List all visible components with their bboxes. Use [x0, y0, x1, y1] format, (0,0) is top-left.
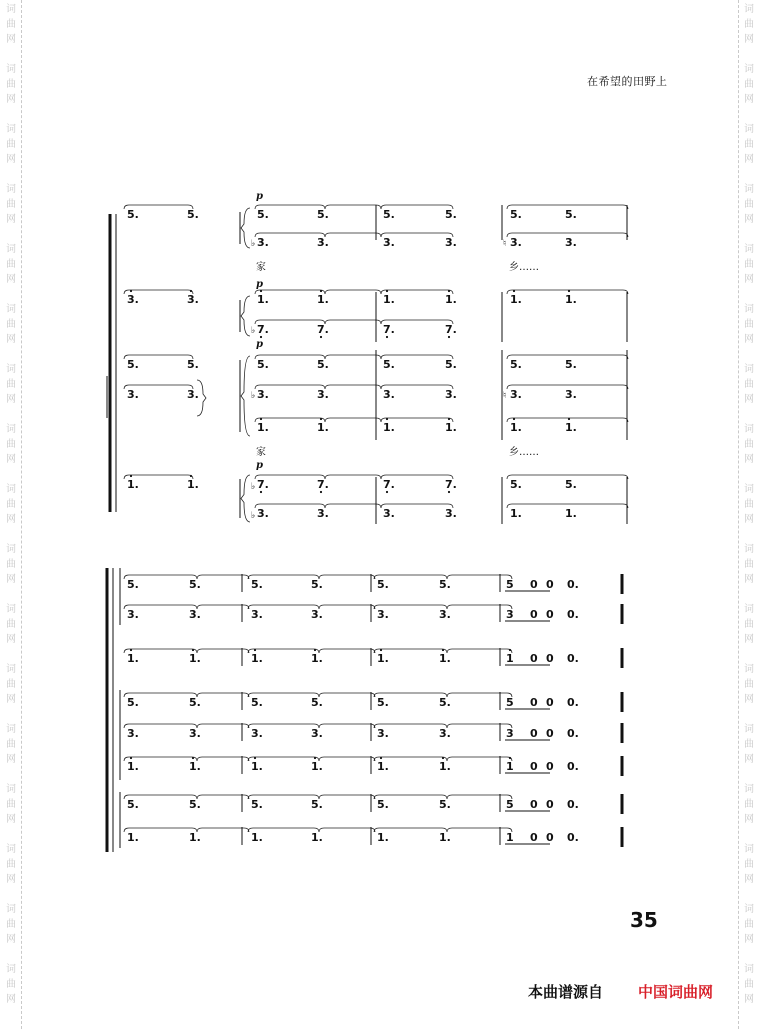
note: 7.	[317, 478, 329, 491]
note: 3.	[445, 236, 457, 249]
staff-brace	[241, 475, 250, 522]
flat-sign: ♭	[251, 239, 256, 249]
note: 1.	[251, 831, 263, 844]
watermark-text: 词 曲 网	[6, 604, 16, 645]
slur	[319, 693, 375, 697]
note: 7.	[257, 478, 269, 491]
note: 3.	[383, 388, 395, 401]
watermark-text: 词 曲 网	[744, 4, 754, 45]
note: 5.	[439, 696, 451, 709]
note: 5.	[311, 696, 323, 709]
note: 0.	[567, 831, 579, 844]
octave-dot-below	[320, 491, 322, 493]
dynamic-marking: p	[256, 279, 263, 290]
lyric-syllable: 家	[256, 262, 266, 273]
note: 0.	[567, 696, 579, 709]
octave-dot-below	[386, 336, 388, 338]
slur	[447, 828, 512, 832]
note: 3	[506, 608, 514, 621]
note: 1.	[439, 831, 451, 844]
note: 0.	[567, 760, 579, 773]
note: 3.	[445, 507, 457, 520]
note: 1.	[311, 831, 323, 844]
slur	[319, 795, 375, 799]
note: 1.	[383, 421, 395, 434]
note: 5.	[510, 208, 522, 221]
slur	[319, 757, 375, 761]
note: 5	[506, 798, 514, 811]
note: 5.	[377, 578, 389, 591]
slur	[319, 605, 375, 609]
note: 1.	[251, 760, 263, 773]
note: 0	[546, 696, 554, 709]
note: 0	[546, 831, 554, 844]
note: 5.	[311, 798, 323, 811]
note: 7.	[445, 478, 457, 491]
flat-sign: ♭	[251, 391, 256, 401]
note: 1.	[565, 421, 577, 434]
note: 1.	[317, 421, 329, 434]
note: 3.	[189, 727, 201, 740]
slur	[197, 795, 249, 799]
note: 3.	[257, 388, 269, 401]
note: 5.	[127, 798, 139, 811]
note: 0.	[567, 798, 579, 811]
note: 0	[530, 831, 538, 844]
slur	[325, 355, 381, 359]
note: 5.	[439, 578, 451, 591]
watermark-text: 词 曲 网	[744, 64, 754, 105]
watermark-text: 词 曲 网	[6, 484, 16, 525]
note: 5	[506, 696, 514, 709]
note: 0.	[567, 652, 579, 665]
note: 3.	[317, 236, 329, 249]
note: 5.	[383, 358, 395, 371]
note: 1.	[377, 760, 389, 773]
note: 1.	[127, 478, 139, 491]
page-number: 35	[630, 908, 658, 932]
octave-dot-below	[448, 491, 450, 493]
note: 3.	[317, 388, 329, 401]
note: 5.	[565, 208, 577, 221]
watermark-text: 词 曲 网	[744, 604, 754, 645]
note: 5.	[311, 578, 323, 591]
slur	[447, 693, 512, 697]
note: 1.	[311, 760, 323, 773]
note: 1.	[383, 293, 395, 306]
note: 5.	[189, 798, 201, 811]
note: 1.	[127, 652, 139, 665]
octave-dot-above	[509, 649, 511, 651]
watermark-text: 词 曲 网	[744, 784, 754, 825]
note: 3.	[187, 388, 199, 401]
note: 0	[530, 608, 538, 621]
note: 3.	[257, 236, 269, 249]
note: 1.	[187, 478, 199, 491]
note: 7.	[317, 323, 329, 336]
note: 0	[546, 760, 554, 773]
note: 3.	[257, 507, 269, 520]
note: 1.	[439, 652, 451, 665]
note: 1.	[377, 652, 389, 665]
watermark-text: 词 曲 网	[744, 364, 754, 405]
note: 7.	[383, 478, 395, 491]
slur	[447, 575, 512, 579]
slur	[325, 205, 381, 209]
slur	[325, 290, 381, 294]
note: 5.	[189, 578, 201, 591]
note: 0.	[567, 608, 579, 621]
note: 3.	[251, 727, 263, 740]
slur	[197, 724, 249, 728]
note: 5.	[251, 578, 263, 591]
watermark-text: 词 曲 网	[6, 784, 16, 825]
note: 0	[530, 696, 538, 709]
note: 3.	[311, 727, 323, 740]
dynamic-marking: p	[256, 460, 263, 471]
note: 1.	[565, 507, 577, 520]
octave-dot-below	[448, 336, 450, 338]
note: 5.	[377, 696, 389, 709]
note: 5.	[445, 358, 457, 371]
watermark-text: 词 曲 网	[6, 364, 16, 405]
note: 1	[506, 760, 514, 773]
octave-dot-above	[509, 757, 511, 759]
note: 1.	[510, 293, 522, 306]
slur	[319, 649, 375, 653]
note: 1.	[257, 293, 269, 306]
watermark-text: 词 曲 网	[6, 64, 16, 105]
staff-brace	[241, 356, 250, 436]
watermark-text: 词 曲 网	[6, 4, 16, 45]
watermark-text: 词 曲 网	[6, 844, 16, 885]
note: 1.	[565, 293, 577, 306]
watermark-text: 词 曲 网	[6, 304, 16, 345]
octave-dot-below	[386, 491, 388, 493]
slur	[325, 504, 381, 508]
note: 0	[546, 798, 554, 811]
flat-sign: ♭	[251, 482, 256, 492]
dynamic-marking: p	[256, 339, 263, 350]
note: 1.	[445, 293, 457, 306]
watermark-text: 词 曲 网	[6, 184, 16, 225]
watermark-text: 词 曲 网	[744, 964, 754, 1005]
note: 3.	[187, 293, 199, 306]
note: 0	[530, 578, 538, 591]
note: 5.	[257, 358, 269, 371]
slur	[447, 757, 512, 761]
octave-dot-below	[320, 336, 322, 338]
lyric-syllable: 乡……	[509, 262, 539, 273]
watermark-text: 词 曲 网	[744, 664, 754, 705]
flat-sign: ♭	[251, 326, 256, 336]
footer-source-label: 本曲谱源自	[528, 983, 604, 1001]
slur	[197, 605, 249, 609]
slur	[325, 320, 381, 324]
note: 0	[546, 652, 554, 665]
note: 5.	[127, 208, 139, 221]
footer-site-name: 中国词曲网	[638, 983, 714, 1001]
slur	[319, 828, 375, 832]
note: 1.	[127, 760, 139, 773]
note: 3.	[127, 388, 139, 401]
watermark-text: 词 曲 网	[6, 904, 16, 945]
note: 1	[506, 652, 514, 665]
note: 3.	[377, 727, 389, 740]
note: 3.	[445, 388, 457, 401]
watermark-text: 词 曲 网	[744, 844, 754, 885]
note: 1.	[127, 831, 139, 844]
slur	[197, 828, 249, 832]
note: 1	[506, 831, 514, 844]
octave-dot-below	[260, 336, 262, 338]
note: 1.	[510, 421, 522, 434]
note: 1.	[445, 421, 457, 434]
lyric-syllable: 家	[256, 447, 266, 458]
note: 7.	[445, 323, 457, 336]
slur	[325, 385, 381, 389]
note: 0.	[567, 727, 579, 740]
note: 5.	[565, 358, 577, 371]
slur	[319, 724, 375, 728]
note: 5.	[127, 696, 139, 709]
watermark-text: 词 曲 网	[6, 964, 16, 1005]
natural-sign: ♮	[503, 239, 507, 249]
note: 1.	[189, 760, 201, 773]
note: 0	[546, 727, 554, 740]
watermark-text: 词 曲 网	[744, 244, 754, 285]
note: 3.	[251, 608, 263, 621]
watermark-text: 词 曲 网	[6, 124, 16, 165]
note: 0	[530, 652, 538, 665]
note: 3.	[189, 608, 201, 621]
note: 5.	[439, 798, 451, 811]
slur	[447, 649, 512, 653]
note: 5.	[251, 696, 263, 709]
watermark-text: 词 曲 网	[744, 544, 754, 585]
note: 5.	[383, 208, 395, 221]
slur	[325, 418, 381, 422]
note: 7.	[383, 323, 395, 336]
slur	[447, 724, 512, 728]
slur	[319, 575, 375, 579]
note: 3.	[127, 727, 139, 740]
watermark-text: 词 曲 网	[6, 664, 16, 705]
note: 0.	[567, 578, 579, 591]
slur	[197, 757, 249, 761]
note: 5.	[445, 208, 457, 221]
note: 3.	[127, 608, 139, 621]
note: 3.	[510, 236, 522, 249]
note: 1.	[317, 293, 329, 306]
note: 1.	[251, 652, 263, 665]
note: 7.	[257, 323, 269, 336]
note: 5.	[127, 578, 139, 591]
slur	[325, 475, 381, 479]
dynamic-marking: p	[256, 191, 263, 202]
staff-brace	[241, 296, 250, 336]
note: 3.	[439, 608, 451, 621]
note: 3.	[383, 236, 395, 249]
note: 0	[530, 727, 538, 740]
note: 3.	[439, 727, 451, 740]
watermark-text: 词 曲 网	[6, 244, 16, 285]
note: 0	[530, 798, 538, 811]
slur	[197, 575, 249, 579]
note: 5.	[187, 358, 199, 371]
note: 1.	[377, 831, 389, 844]
note: 5.	[317, 208, 329, 221]
note: 5.	[510, 358, 522, 371]
slur	[197, 693, 249, 697]
note: 5.	[187, 208, 199, 221]
note: 1.	[311, 652, 323, 665]
slur	[447, 795, 512, 799]
watermark-text: 词 曲 网	[744, 484, 754, 525]
note: 5.	[189, 696, 201, 709]
note: 1.	[257, 421, 269, 434]
watermark-text: 词 曲 网	[6, 424, 16, 465]
watermark-text: 词 曲 网	[744, 304, 754, 345]
note: 0	[546, 608, 554, 621]
note: 5.	[257, 208, 269, 221]
watermark-text: 词 曲 网	[6, 724, 16, 765]
note: 3.	[317, 507, 329, 520]
watermark-text: 词 曲 网	[744, 424, 754, 465]
staff-brace	[241, 208, 250, 248]
note: 3	[506, 727, 514, 740]
natural-sign: ♮	[503, 391, 507, 401]
slur	[325, 233, 381, 237]
note: 5.	[565, 478, 577, 491]
note: 3.	[311, 608, 323, 621]
note: 3.	[377, 608, 389, 621]
flat-sign: ♭	[251, 511, 256, 521]
note: 3.	[383, 507, 395, 520]
note: 1.	[189, 652, 201, 665]
watermark-text: 词 曲 网	[744, 904, 754, 945]
octave-dot-below	[260, 491, 262, 493]
note: 1.	[189, 831, 201, 844]
note: 3.	[510, 388, 522, 401]
note: 5	[506, 578, 514, 591]
note: 5.	[510, 478, 522, 491]
note: 3.	[127, 293, 139, 306]
note: 1.	[510, 507, 522, 520]
note: 5.	[317, 358, 329, 371]
note: 5.	[251, 798, 263, 811]
watermark-text: 词 曲 网	[744, 124, 754, 165]
slur	[197, 649, 249, 653]
watermark-text: 词 曲 网	[744, 724, 754, 765]
note: 1.	[439, 760, 451, 773]
note: 5.	[377, 798, 389, 811]
watermark-text: 词 曲 网	[6, 544, 16, 585]
watermark-text: 词 曲 网	[744, 184, 754, 225]
note: 0	[530, 760, 538, 773]
note: 5.	[127, 358, 139, 371]
lyric-syllable: 乡……	[509, 447, 539, 458]
page-header-title: 在希望的田野上	[587, 75, 668, 88]
note: 3.	[565, 388, 577, 401]
note: 0	[546, 578, 554, 591]
slur	[447, 605, 512, 609]
note: 3.	[565, 236, 577, 249]
